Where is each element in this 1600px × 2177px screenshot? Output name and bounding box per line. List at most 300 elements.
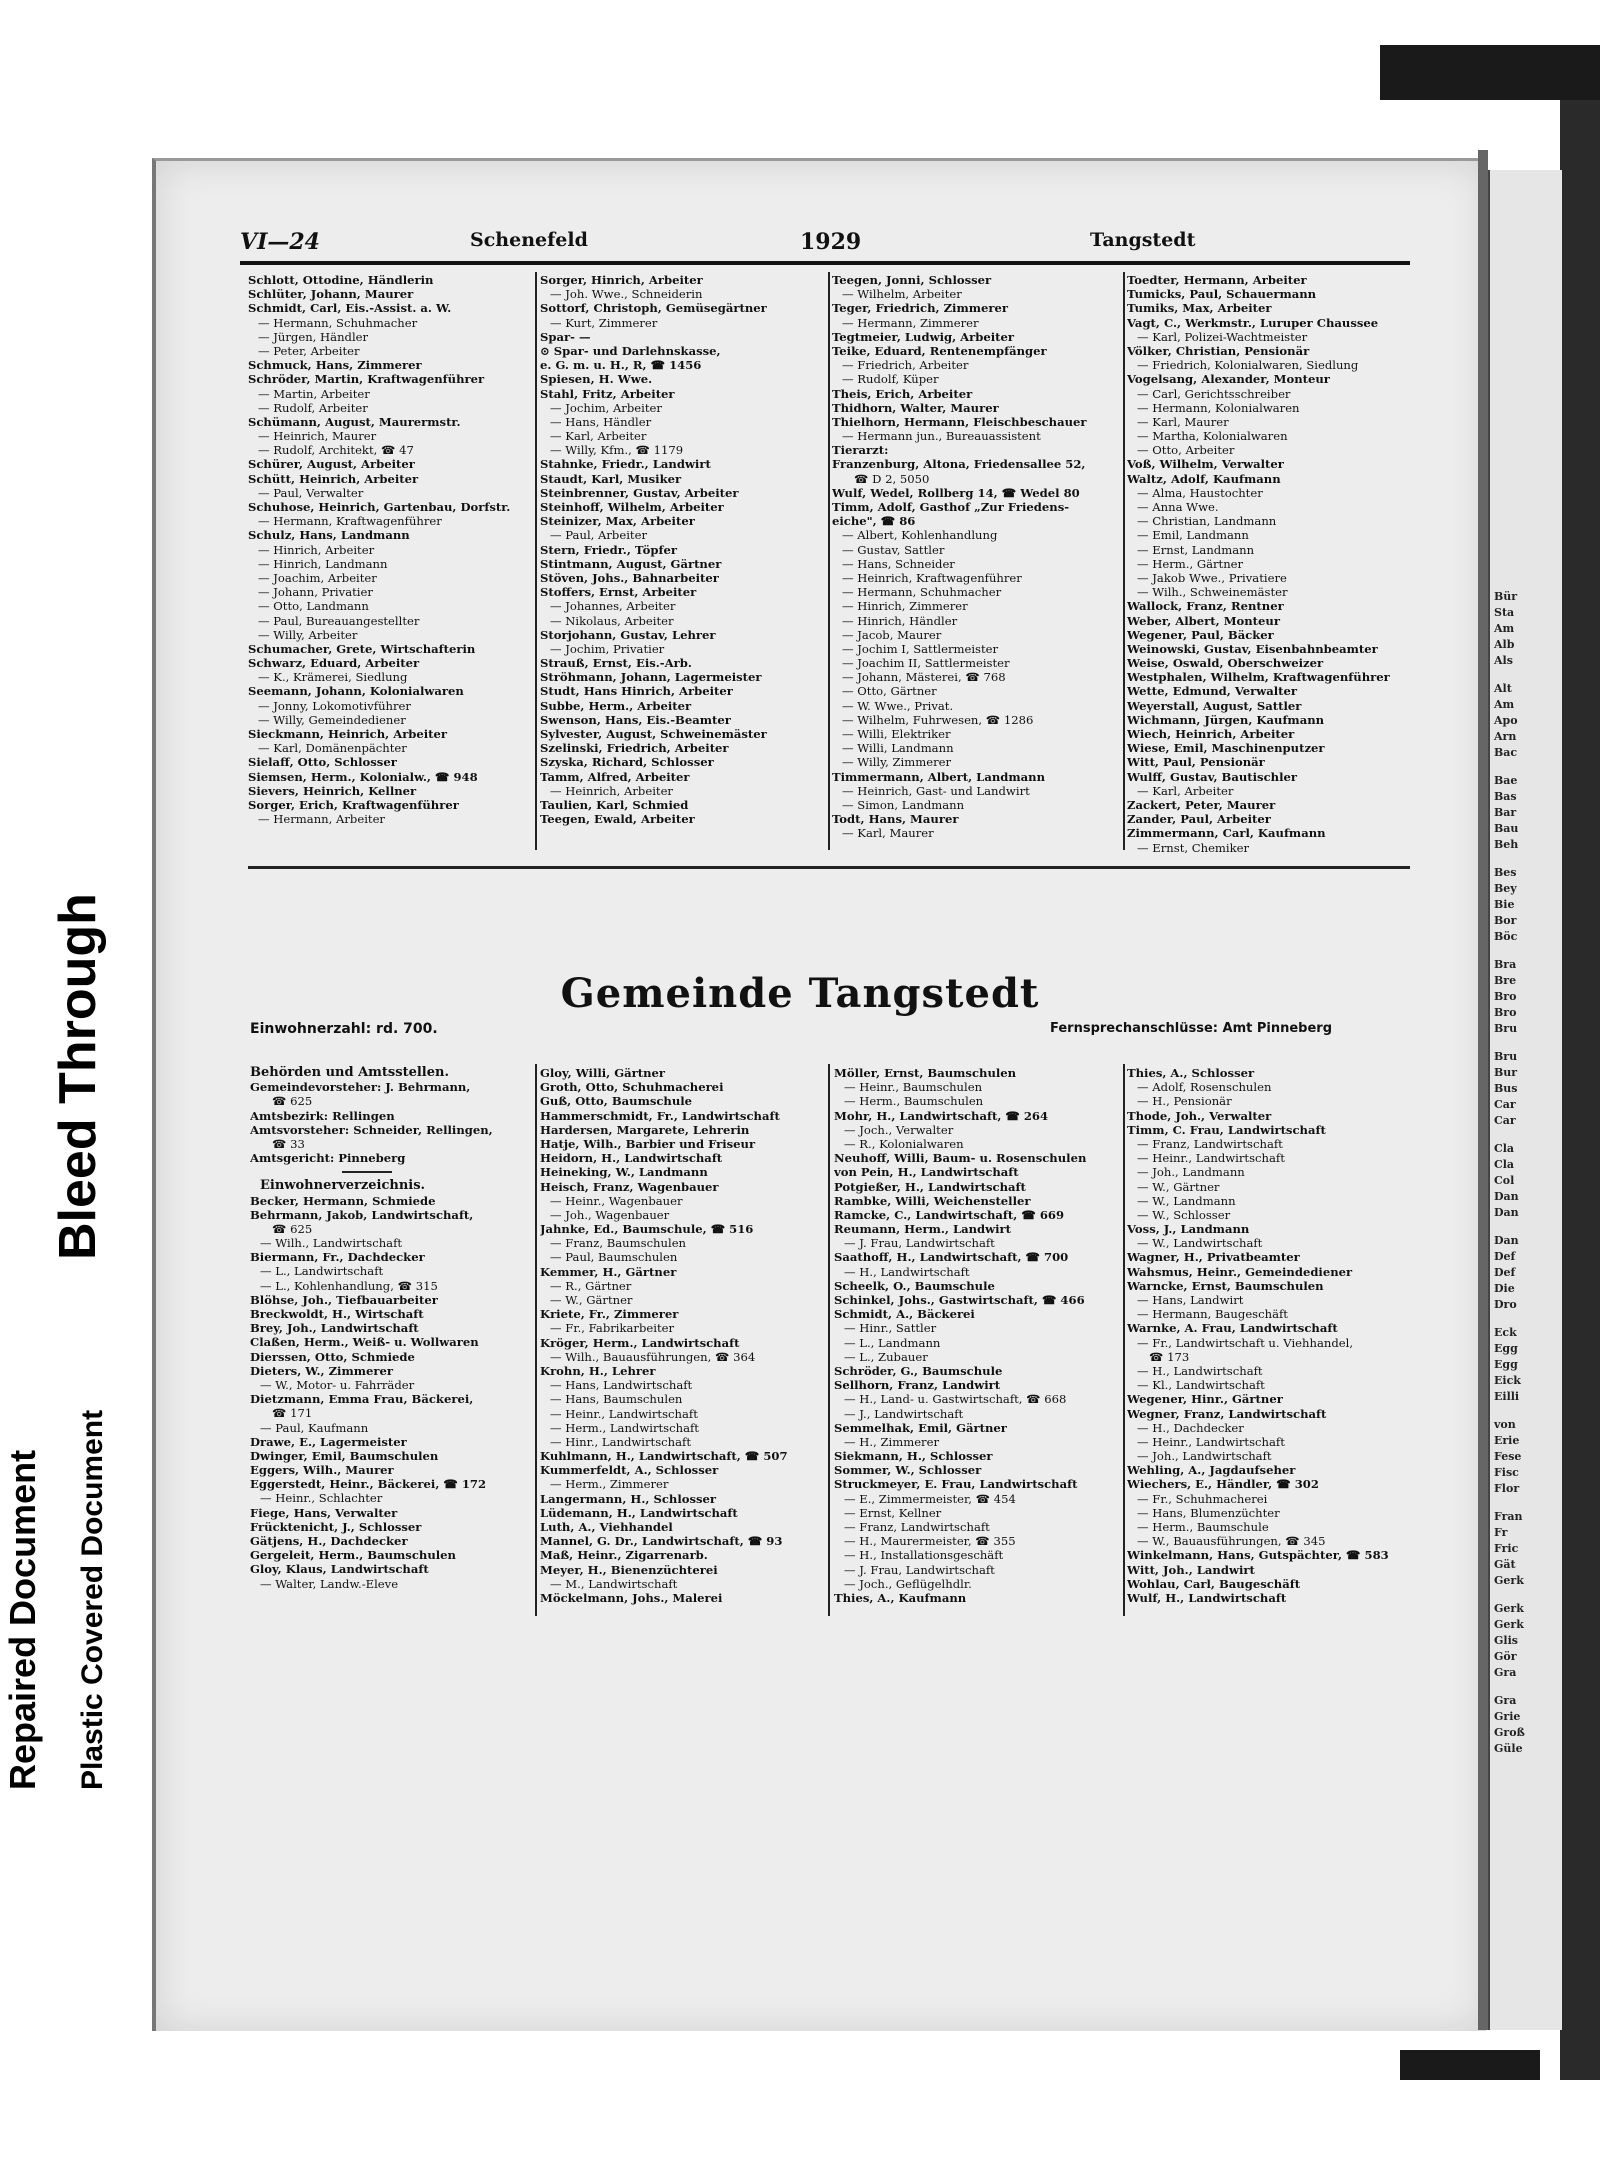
directory-entry: Frücktenicht, J., Schlosser: [250, 1519, 422, 1534]
next-page-fragment: Col: [1494, 1174, 1515, 1187]
next-page-fragment: Cla: [1494, 1158, 1515, 1171]
directory-entry: Taulien, Karl, Schmied: [540, 797, 689, 812]
next-page-fragment: Die: [1494, 1282, 1515, 1295]
directory-entry: Hatje, Wilh., Barbier und Friseur: [540, 1136, 756, 1151]
directory-entry: — Hans, Landwirtschaft: [550, 1378, 693, 1393]
directory-column-upper-4: [1127, 273, 1417, 855]
directory-entry: — H., Landwirtschaft: [1137, 1363, 1263, 1378]
directory-entry: — Albert, Kohlenhandlung: [842, 528, 998, 543]
next-page-fragment: Alt: [1494, 682, 1512, 695]
directory-entry: — Walter, Landw.-Eleve: [260, 1576, 399, 1591]
next-page-strip: [1488, 170, 1562, 2030]
directory-entry: — Hans, Händler: [550, 414, 652, 429]
directory-entry: Schinkel, Johs., Gastwirtschaft, ☎ 466: [834, 1293, 1085, 1307]
directory-entry: — Franz, Landwirtschaft: [1137, 1136, 1283, 1151]
directory-entry: Weise, Oswald, Oberschweizer: [1127, 656, 1324, 671]
directory-entry: Kriete, Fr., Zimmerer: [540, 1307, 679, 1322]
directory-entry: Steinbrenner, Gustav, Arbeiter: [540, 485, 739, 500]
directory-entry: — Joh., Wagenbauer: [550, 1207, 670, 1222]
directory-entry: — Wilh., Schweinemäster: [1137, 585, 1288, 600]
directory-entry: — H., Dachdecker: [1137, 1420, 1244, 1435]
directory-entry: — Jonny, Lokomotivführer: [258, 698, 411, 713]
directory-entry: — Hinr., Landwirtschaft: [550, 1434, 691, 1449]
directory-entry: Wiese, Emil, Maschinenputzer: [1127, 741, 1325, 756]
directory-entry: Warnke, A. Frau, Landwirtschaft: [1127, 1321, 1338, 1336]
directory-entry: Dietzmann, Emma Frau, Bäckerei,: [250, 1392, 474, 1407]
directory-entry: Waltz, Adolf, Kaufmann: [1127, 471, 1281, 486]
directory-entry: Voss, J., Landmann: [1127, 1222, 1250, 1237]
directory-entry: — Paul, Arbeiter: [550, 528, 647, 543]
scan-edge-right: [1560, 100, 1600, 2080]
directory-entry: Stern, Friedr., Töpfer: [540, 542, 677, 557]
directory-entry: Warncke, Ernst, Baumschulen: [1127, 1278, 1324, 1293]
next-page-fragment: Eck: [1494, 1326, 1517, 1339]
directory-entry: — Wilh., Bauausführungen, ☎ 364: [550, 1349, 756, 1364]
directory-entry: — Willi, Elektriker: [842, 727, 951, 741]
directory-entry: — Johannes, Arbeiter: [550, 599, 676, 614]
directory-entry: Zackert, Peter, Maurer: [1127, 797, 1276, 812]
directory-entry: Wagner, H., Privatbeamter: [1127, 1250, 1300, 1265]
next-page-fragment: Fr: [1494, 1526, 1508, 1539]
directory-entry: Behrmann, Jakob, Landwirtschaft,: [250, 1207, 474, 1222]
directory-entry: Voß, Wilhelm, Verwalter: [1127, 457, 1284, 472]
residents-list: [250, 1194, 530, 1591]
directory-column-upper-2: [540, 273, 825, 826]
directory-entry: — Karl, Arbeiter: [1137, 783, 1234, 798]
directory-entry: — W., Motor- u. Fahrräder: [260, 1377, 415, 1392]
directory-entry: ☎ 171: [272, 1406, 313, 1421]
directory-entry: Schmuck, Hans, Zimmerer: [248, 358, 422, 373]
directory-entry: Gloy, Willi, Gärtner: [540, 1066, 666, 1080]
next-page-fragment: Gra: [1494, 1666, 1517, 1679]
scan-edge-bottom: [1400, 2050, 1540, 2080]
directory-entry: Gergeleit, Herm., Baumschulen: [250, 1548, 456, 1563]
directory-entry: — Herm., Gärtner: [1137, 556, 1244, 571]
directory-column-lower-4: [1127, 1066, 1417, 1605]
directory-entry: Studt, Hans Hinrich, Arbeiter: [540, 684, 733, 699]
directory-entry: Spiesen, H. Wwe.: [540, 372, 653, 387]
directory-entry: Sorger, Hinrich, Arbeiter: [540, 273, 703, 287]
header-town: Schenefeld: [470, 229, 588, 251]
directory-entry: — Joch., Geflügelhdlr.: [844, 1576, 972, 1591]
phone-exchange-label: Fernsprechanschlüsse: Amt Pinneberg: [1050, 1021, 1333, 1036]
directory-entry: Wegener, Hinr., Gärtner: [1127, 1392, 1283, 1407]
next-page-fragment: Am: [1494, 622, 1515, 635]
next-page-fragment: Arn: [1494, 730, 1517, 743]
next-page-fragment: Dan: [1494, 1234, 1519, 1247]
directory-entry: — Martha, Kolonialwaren: [1137, 429, 1288, 444]
directory-entry: — Hans, Baumschulen: [550, 1392, 683, 1407]
directory-entry: — Kl., Landwirtschaft: [1137, 1378, 1265, 1393]
directory-entry: — Hermann, Baugeschäft: [1137, 1307, 1288, 1322]
directory-entry: Thies, A., Schlosser: [1127, 1066, 1255, 1080]
directory-entry: Schumacher, Grete, Wirtschafterin: [248, 641, 476, 656]
directory-entry: Amtsbezirk: Rellingen: [250, 1108, 395, 1123]
directory-entry: — Ernst, Chemiker: [1137, 840, 1250, 855]
directory-entry: — R., Kolonialwaren: [844, 1136, 964, 1151]
directory-entry: Weyerstall, August, Sattler: [1127, 698, 1302, 713]
directory-entry: Schulz, Hans, Landmann: [248, 528, 410, 543]
directory-entry: — Kurt, Zimmerer: [550, 315, 658, 330]
directory-entry: — Willy, Gemeindediener: [258, 712, 406, 727]
next-page-fragment: Fric: [1494, 1542, 1519, 1555]
directory-entry: Vogelsang, Alexander, Monteur: [1127, 372, 1330, 387]
directory-entry: Sottorf, Christoph, Gemüsegärtner: [540, 301, 767, 316]
directory-entry: — Joh., Landmann: [1137, 1165, 1245, 1180]
next-page-fragment: Cla: [1494, 1142, 1515, 1155]
directory-entry: Claßen, Herm., Weiß- u. Wollwaren: [250, 1335, 479, 1350]
directory-entry: Timm, C. Frau, Landwirtschaft: [1127, 1122, 1326, 1137]
directory-entry: Hammerschmidt, Fr., Landwirtschaft: [540, 1108, 780, 1123]
next-page-fragment: Erie: [1494, 1434, 1520, 1447]
directory-entry: Hardersen, Margarete, Lehrerin: [540, 1122, 750, 1137]
next-page-fragment: Bru: [1494, 1022, 1518, 1035]
directory-entry: Wohlau, Carl, Baugeschäft: [1127, 1576, 1301, 1591]
page-number: VI—24: [240, 229, 320, 255]
directory-entry: — Paul, Kaufmann: [260, 1420, 369, 1435]
directory-entry: — Joachim, Arbeiter: [258, 570, 377, 585]
directory-entry: Guß, Otto, Baumschule: [540, 1094, 693, 1109]
directory-entry: Winkelmann, Hans, Gutspächter, ☎ 583: [1127, 1548, 1389, 1563]
next-page-fragment: Eick: [1494, 1374, 1521, 1387]
directory-entry: — H., Zimmerer: [844, 1434, 940, 1449]
next-page-fragment: Gät: [1494, 1558, 1516, 1571]
directory-entry: Timmermann, Albert, Landmann: [832, 769, 1046, 784]
directory-entry: Gätjens, H., Dachdecker: [250, 1534, 408, 1548]
directory-entry: Sellhorn, Franz, Landwirt: [834, 1378, 1001, 1393]
section-divider: [248, 866, 1410, 869]
column-divider: [1123, 1064, 1125, 1616]
directory-entry: — R., Gärtner: [550, 1278, 632, 1293]
directory-entry: Weinowski, Gustav, Eisenbahnbeamter: [1127, 641, 1378, 656]
directory-entry: — Joh. Wwe., Schneiderin: [550, 287, 703, 302]
next-page-fragment: Gör: [1494, 1650, 1517, 1663]
directory-entry: Ströhmann, Johann, Lagermeister: [540, 670, 762, 685]
next-page-fragment: Sta: [1494, 606, 1515, 619]
next-page-fragment: Egg: [1494, 1342, 1518, 1355]
directory-entry: Staudt, Karl, Musiker: [540, 471, 682, 486]
directory-entry: — Hermann, Zimmerer: [842, 315, 979, 330]
directory-column-lower-1: [250, 1066, 530, 1591]
directory-entry: Eggerstedt, Heinr., Bäckerei, ☎ 172: [250, 1477, 487, 1492]
directory-entry: — Fr., Fabrikarbeiter: [550, 1321, 675, 1336]
directory-entry: Mannel, G. Dr., Landwirtschaft, ☎ 93: [540, 1534, 783, 1549]
directory-entry: — L., Kohlenhandlung, ☎ 315: [260, 1278, 438, 1293]
directory-entry: — M., Landwirtschaft: [550, 1576, 678, 1591]
directory-entry: Luth, A., Viehhandel: [540, 1520, 673, 1534]
directory-entry: — Heinrich, Arbeiter: [550, 783, 673, 798]
next-page-fragment: Gerk: [1494, 1574, 1524, 1587]
directory-entry: — Emil, Landmann: [1137, 528, 1249, 543]
directory-entry: — Karl, Domänenpächter: [258, 741, 407, 756]
directory-entry: — Gustav, Sattler: [842, 542, 945, 557]
next-page-fragment: Flor: [1494, 1482, 1520, 1495]
directory-entry: Stintmann, August, Gärtner: [540, 556, 722, 571]
directory-entry: Stahnke, Friedr., Landwirt: [540, 457, 711, 472]
directory-entry: Schmidt, A., Bäckerei: [834, 1307, 975, 1322]
directory-entry: Möller, Ernst, Baumschulen: [834, 1066, 1017, 1080]
next-page-fragment: Bes: [1494, 866, 1517, 879]
directory-entry: — Herm., Baumschule: [1137, 1520, 1269, 1534]
directory-entry: — Heinr., Landwirtschaft: [1137, 1434, 1285, 1449]
plastic-covered-label: Plastic Covered Document: [76, 1409, 109, 1790]
directory-entry: — Johann, Mästerei, ☎ 768: [842, 670, 1006, 685]
next-page-fragment: Bre: [1494, 974, 1517, 987]
directory-column-upper-1: [248, 273, 533, 826]
directory-entry: — Hinrich, Zimmerer: [842, 599, 968, 614]
next-page-fragment: Eilli: [1494, 1390, 1520, 1403]
directory-entry: — Ernst, Kellner: [844, 1505, 942, 1520]
directory-entry: Wehling, A., Jagdaufseher: [1127, 1463, 1296, 1478]
directory-entry: Timm, Adolf, Gasthof „Zur Friedens-: [832, 500, 1070, 514]
directory-entry: — Paul, Verwalter: [258, 485, 364, 500]
directory-entry: Schmidt, Carl, Eis.-Assist. a. W.: [248, 301, 452, 316]
directory-entry: Thies, A., Kaufmann: [834, 1590, 967, 1605]
directory-entry: Schuhose, Heinrich, Gartenbau, Dorfstr.: [248, 500, 511, 514]
next-page-fragment: Gerk: [1494, 1602, 1524, 1615]
directory-entry: Kröger, Herm., Landwirtschaft: [540, 1335, 740, 1350]
next-page-fragment: Bie: [1494, 898, 1515, 911]
next-page-fragment: Car: [1494, 1114, 1516, 1127]
directory-entry: Reumann, Herm., Landwirt: [834, 1222, 1012, 1237]
directory-entry: ☎ D 2, 5050: [854, 471, 930, 486]
directory-entry: Tierarzt:: [832, 443, 889, 458]
directory-entry: Tumiks, Max, Arbeiter: [1127, 301, 1272, 316]
directory-entry: Seemann, Johann, Kolonialwaren: [248, 684, 464, 699]
directory-entry: — J. Frau, Landwirtschaft: [844, 1236, 995, 1251]
directory-entry: Mohr, H., Landwirtschaft, ☎ 264: [834, 1108, 1049, 1123]
next-page-fragment: Bru: [1494, 1050, 1518, 1063]
directory-entry: Subbe, Herm., Arbeiter: [540, 698, 692, 713]
directory-entry: Thode, Joh., Verwalter: [1127, 1108, 1272, 1123]
directory-entry: — Johann, Privatier: [258, 585, 373, 600]
directory-entry: Szelinski, Friedrich, Arbeiter: [540, 741, 729, 756]
directory-entry: Ramcke, C., Landwirtschaft, ☎ 669: [834, 1207, 1065, 1222]
directory-entry: — L., Landwirtschaft: [260, 1264, 384, 1279]
directory-entry: — W. Wwe., Privat.: [842, 698, 954, 713]
next-page-fragment: Car: [1494, 1098, 1516, 1111]
next-page-fragment: Dan: [1494, 1206, 1519, 1219]
next-page-fragment: Bae: [1494, 774, 1518, 787]
directory-entry: — Jochim I, Sattlermeister: [842, 641, 999, 656]
directory-entry: Potgießer, H., Landwirtschaft: [834, 1179, 1026, 1194]
directory-entry: — Heinrich, Maurer: [258, 429, 377, 444]
directory-entry: — Willy, Kfm., ☎ 1179: [550, 443, 684, 458]
directory-entry: — Simon, Landmann: [842, 797, 965, 812]
directory-entry: — Hermann, Schuhmacher: [842, 585, 1002, 600]
directory-entry: — Hans, Landwirt: [1137, 1293, 1244, 1307]
directory-entry: — H., Installationsgeschäft: [844, 1548, 1004, 1563]
directory-entry: ☎ 33: [272, 1136, 305, 1151]
directory-entry: Thielhorn, Hermann, Fleischbeschauer: [832, 414, 1087, 429]
next-page-fragment: Apo: [1494, 714, 1518, 727]
directory-entry: Thidhorn, Walter, Maurer: [832, 400, 999, 415]
next-page-fragment: Dan: [1494, 1190, 1519, 1203]
directory-entry: — Jürgen, Händler: [258, 329, 369, 344]
directory-entry: — Hans, Blumenzüchter: [1137, 1505, 1280, 1520]
directory-entry: Wegner, Franz, Landwirtschaft: [1127, 1406, 1327, 1421]
next-page-fragment: Güle: [1494, 1742, 1523, 1755]
directory-entry: Brey, Joh., Landwirtschaft: [250, 1321, 419, 1336]
directory-entry: Langermann, H., Schlosser: [540, 1491, 716, 1506]
directory-entry: — Karl, Arbeiter: [550, 429, 647, 444]
directory-entry: — W., Landmann: [1137, 1193, 1236, 1208]
directory-entry: Teike, Eduard, Rentenempfänger: [832, 343, 1047, 358]
directory-entry: Swenson, Hans, Eis.-Beamter: [540, 712, 731, 727]
directory-entry: — Karl, Maurer: [842, 826, 934, 841]
directory-entry: Teger, Friedrich, Zimmerer: [832, 301, 1008, 316]
directory-entry: Teegen, Jonni, Schlosser: [832, 273, 992, 287]
directory-entry: Amtsvorsteher: Schneider, Rellingen,: [250, 1122, 493, 1137]
directory-entry: — Paul, Bureauangestellter: [258, 613, 420, 628]
directory-entry: — L., Landmann: [844, 1335, 941, 1350]
directory-entry: — K., Krämerei, Siedlung: [258, 670, 408, 685]
next-page-fragment: Gra: [1494, 1694, 1517, 1707]
authorities-block: [250, 1066, 530, 1165]
directory-entry: Behörden und Amtsstellen.: [250, 1066, 449, 1080]
directory-entry: Spar- —: [540, 329, 591, 344]
directory-entry: — Heinr., Landwirtschaft: [1137, 1151, 1285, 1166]
directory-entry: Weber, Albert, Monteur: [1127, 613, 1280, 628]
directory-entry: Krohn, H., Lehrer: [540, 1363, 656, 1378]
directory-entry: — Heinr., Baumschulen: [844, 1080, 983, 1095]
directory-entry: Breckwoldt, H., Wirtschaft: [250, 1307, 424, 1321]
directory-entry: — Willi, Landmann: [842, 741, 954, 756]
directory-entry: Sorger, Erich, Kraftwagenführer: [248, 797, 459, 812]
directory-entry: Schütt, Heinrich, Arbeiter: [248, 471, 419, 486]
directory-entry: Szyska, Richard, Schlosser: [540, 755, 714, 770]
directory-entry: — Hermann, Arbeiter: [258, 812, 385, 827]
directory-entry: Rambke, Willi, Weichensteller: [834, 1193, 1031, 1208]
directory-entry: — Karl, Maurer: [1137, 414, 1229, 429]
directory-entry: — Jochim, Privatier: [550, 641, 665, 656]
directory-entry: Becker, Hermann, Schmiede: [250, 1193, 436, 1208]
column-divider: [535, 272, 537, 850]
directory-entry: — Herm., Zimmerer: [550, 1477, 669, 1492]
short-divider: [342, 1171, 392, 1173]
directory-entry: Amtsgericht: Pinneberg: [250, 1151, 406, 1166]
directory-entry: — H., Land- u. Gastwirtschaft, ☎ 668: [844, 1392, 1067, 1407]
directory-entry: — Martin, Arbeiter: [258, 386, 370, 401]
directory-entry: Schröder, G., Baumschule: [834, 1363, 1003, 1378]
directory-entry: von Pein, H., Landwirtschaft: [834, 1165, 1019, 1180]
directory-entry: — Friedrich, Arbeiter: [842, 358, 969, 373]
directory-entry: — Otto, Landmann: [258, 599, 369, 614]
directory-entry: Sielaff, Otto, Schlosser: [248, 755, 397, 770]
directory-entry: Meyer, H., Bienenzüchterei: [540, 1562, 718, 1577]
directory-entry: Steinhoff, Wilhelm, Arbeiter: [540, 500, 724, 514]
next-page-fragment: Bau: [1494, 822, 1519, 835]
bleed-through-label: Bleed Through: [49, 893, 107, 1260]
directory-entry: Drawe, E., Lagermeister: [250, 1434, 407, 1449]
directory-entry: — Rudolf, Küper: [842, 372, 939, 387]
directory-entry: Stahl, Fritz, Arbeiter: [540, 386, 675, 401]
directory-entry: Groth, Otto, Schuhmacherei: [540, 1080, 724, 1095]
directory-entry: — Franz, Landwirtschaft: [844, 1520, 990, 1534]
next-page-fragment: Egg: [1494, 1358, 1518, 1371]
directory-entry: Heidorn, H., Landwirtschaft: [540, 1151, 723, 1166]
directory-entry: Kemmer, H., Gärtner: [540, 1264, 677, 1279]
directory-entry: Struckmeyer, E. Frau, Landwirtschaft: [834, 1477, 1078, 1492]
directory-entry: — J., Landwirtschaft: [844, 1406, 964, 1421]
directory-entry: — Joh., Landwirtschaft: [1137, 1449, 1272, 1464]
directory-entry: Gemeindevorsteher: J. Behrmann,: [250, 1080, 471, 1095]
directory-entry: — Hinrich, Arbeiter: [258, 542, 375, 557]
directory-entry: Maß, Heinr., Zigarrenarb.: [540, 1548, 708, 1563]
directory-entry: Blöhse, Joh., Tiefbauarbeiter: [250, 1292, 438, 1307]
directory-entry: — Anna Wwe.: [1137, 500, 1219, 514]
next-page-fragment: Groß: [1494, 1726, 1525, 1739]
directory-entry: Fiege, Hans, Verwalter: [250, 1505, 398, 1520]
next-page-fragment: Bey: [1494, 882, 1517, 895]
directory-entry: — J. Frau, Landwirtschaft: [844, 1562, 995, 1577]
directory-entry: Semmelhak, Emil, Gärtner: [834, 1420, 1007, 1435]
directory-entry: — E., Zimmermeister, ☎ 454: [844, 1491, 1016, 1506]
directory-entry: Lüdemann, H., Landwirtschaft: [540, 1505, 738, 1520]
directory-entry: — Jochim, Arbeiter: [550, 400, 662, 415]
directory-entry: — Heinr., Landwirtschaft: [550, 1406, 698, 1421]
directory-entry: Sommer, W., Schlosser: [834, 1463, 982, 1478]
directory-entry: — Heinr., Schlachter: [260, 1491, 383, 1506]
directory-entry: — Carl, Gerichtsschreiber: [1137, 386, 1291, 401]
directory-entry: Wiechers, E., Händler, ☎ 302: [1127, 1477, 1319, 1492]
directory-entry: Dwinger, Emil, Baumschulen: [250, 1448, 439, 1463]
directory-entry: eiche", ☎ 86: [832, 514, 916, 529]
directory-entry: Saathoff, H., Landwirtschaft, ☎ 700: [834, 1250, 1069, 1265]
column-divider: [828, 1064, 830, 1616]
section-title: Gemeinde Tangstedt: [560, 970, 1040, 1017]
directory-entry: — Otto, Gärtner: [842, 684, 937, 699]
next-page-fragment: Alb: [1494, 638, 1515, 651]
directory-entry: — Hermann, Kolonialwaren: [1137, 400, 1300, 415]
directory-entry: Tamm, Alfred, Arbeiter: [540, 769, 690, 784]
directory-entry: Heineking, W., Landmann: [540, 1165, 708, 1180]
next-page-fragment: Bor: [1494, 914, 1517, 927]
directory-entry: Franzenburg, Altona, Friedensallee 52,: [832, 457, 1086, 472]
directory-entry: Möckelmann, Johs., Malerei: [540, 1590, 723, 1605]
scan-edge-top: [1380, 45, 1600, 100]
directory-entry: — Joachim II, Sattlermeister: [842, 656, 1010, 671]
directory-entry: — H., Maurermeister, ☎ 355: [844, 1534, 1016, 1549]
directory-entry: Gloy, Klaus, Landwirtschaft: [250, 1562, 429, 1577]
directory-entry: Zimmermann, Carl, Kaufmann: [1127, 826, 1326, 841]
next-page-fragment: Def: [1494, 1266, 1516, 1279]
directory-entry: Stoffers, Ernst, Arbeiter: [540, 585, 697, 600]
next-page-fragment: Beh: [1494, 838, 1519, 851]
directory-entry: Vagt, C., Werkmstr., Luruper Chaussee: [1127, 315, 1379, 330]
directory-entry: — Karl, Polizei-Wachtmeister: [1137, 329, 1308, 344]
directory-entry: — Christian, Landmann: [1137, 514, 1277, 529]
next-page-fragment: Bro: [1494, 1006, 1517, 1019]
directory-column-lower-3: [834, 1066, 1124, 1605]
directory-entry: Todt, Hans, Maurer: [832, 812, 959, 827]
directory-entry: Siemsen, Herm., Kolonialw., ☎ 948: [248, 769, 478, 784]
next-page-fragment: Bra: [1494, 958, 1517, 971]
directory-entry: Scheelk, O., Baumschule: [834, 1278, 995, 1293]
directory-entry: — Hermann, Schuhmacher: [258, 315, 418, 330]
directory-entry: Eggers, Wilh., Maurer: [250, 1463, 394, 1478]
header-year: 1929: [800, 229, 862, 255]
next-page-fragment: Dro: [1494, 1298, 1517, 1311]
next-page-fragment: Bus: [1494, 1082, 1518, 1095]
directory-entry: — Ernst, Landmann: [1137, 542, 1255, 557]
directory-entry: Biermann, Fr., Dachdecker: [250, 1250, 425, 1265]
directory-entry: Wegener, Paul, Bäcker: [1127, 627, 1274, 642]
next-page-fragment: Def: [1494, 1250, 1516, 1263]
directory-entry: — Otto, Arbeiter: [1137, 443, 1235, 458]
directory-entry: Schwarz, Eduard, Arbeiter: [248, 656, 420, 671]
directory-entry: — Herm., Baumschulen: [844, 1094, 984, 1109]
